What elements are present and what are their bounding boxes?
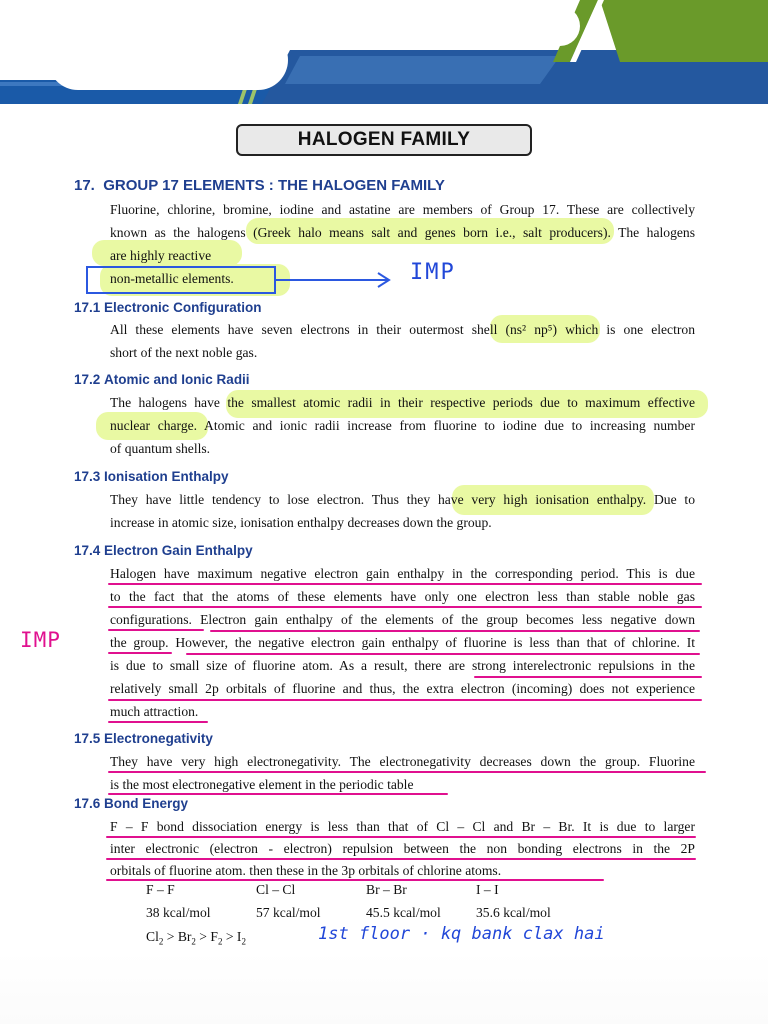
body-line: The halogens have the smallest atomic radii in their respective periods due to maximum effective <box>110 395 695 410</box>
body-line: They have very high electronegativity. The electronegativity decreases down the group. Fluorine <box>110 754 695 769</box>
section-number: 17. <box>74 177 95 194</box>
underline <box>108 583 702 585</box>
imp-note-left: IMP <box>20 628 61 652</box>
underline <box>108 629 204 631</box>
handwritten-note: 1st floor · kq bank clax hai <box>318 924 605 944</box>
intro-line: known as the halogens (Greek halo means salt and genes born i.e., salt producers). The halogens <box>110 225 695 240</box>
underline <box>108 721 208 723</box>
underline <box>106 836 696 838</box>
bond-label: Cl – Cl <box>256 882 296 897</box>
body-line: to the fact that the atoms of these elements have only one electron less than stable noble gas <box>110 589 695 604</box>
body-line: nuclear charge. Atomic and ionic radii increase from fluorine to iodine due to increasing number <box>110 418 695 433</box>
underline <box>108 793 448 795</box>
body-line: All these elements have seven electrons in their outermost shell (ns² np⁵) which is one electron <box>110 322 695 337</box>
body-line: increase in atomic size, ionisation enthalpy decreases down the group. <box>110 515 492 530</box>
redaction-patch <box>0 952 768 1024</box>
body-line: configurations. Electron gain enthalpy of the elements of the group becomes less negative down <box>110 612 695 627</box>
body-line: Halogen have maximum negative electron gain enthalpy in the corresponding period. This is due <box>110 566 695 581</box>
bond-label: Br – Br <box>366 882 407 897</box>
section-title: GROUP 17 ELEMENTS : THE HALOGEN FAMILY <box>103 177 445 194</box>
intro-line: are highly reactive <box>110 248 212 263</box>
bond-energy-value: 45.5 kcal/mol <box>366 905 441 920</box>
imp-note-top: IMP <box>410 260 456 285</box>
subsection-heading: 17.5 Electronegativity <box>74 731 213 746</box>
body-line: orbitals of fluorine atom. then these in the 3p orbitals of chlorine atoms. <box>110 863 502 878</box>
bond-energy-value: 38 kcal/mol <box>146 905 211 920</box>
page-title: HALOGEN FAMILY <box>236 124 532 156</box>
bond-energy-value: 35.6 kcal/mol <box>476 905 551 920</box>
body-line: short of the next noble gas. <box>110 345 258 360</box>
body-line: is due to small size of fluorine atom. As a result, there are strong interelectronic repulsions in the <box>110 658 695 673</box>
redaction-patch <box>380 6 580 46</box>
underline <box>108 606 702 608</box>
body-line: much attraction. <box>110 704 199 719</box>
body-line: the group. However, the negative electron gain enthalpy of fluorine is less than that of chlorine. It <box>110 635 695 650</box>
redaction-patch <box>48 30 288 90</box>
section-heading <box>74 177 445 194</box>
underline <box>108 771 706 773</box>
underline <box>186 653 700 655</box>
subsection-heading: 17.6 Bond Energy <box>74 796 189 811</box>
underline <box>210 630 700 632</box>
bond-energy-order: $Cl_2 > Br_2 > F_2 > I_2$ <box>146 929 246 947</box>
body-line: relatively small 2p orbitals of fluorine and thus, the extra electron (incoming) does not experience <box>110 681 695 696</box>
bond-label: F – F <box>146 882 175 897</box>
subsection-heading: 17.4 Electron Gain Enthalpy <box>74 543 253 558</box>
arrow-icon <box>276 270 396 290</box>
body-line: F – F bond dissociation energy is less than that of Cl – Cl and Br – Br. It is due to larger <box>110 819 695 834</box>
underline <box>108 652 172 654</box>
underline <box>106 858 696 860</box>
body-line: They have little tendency to lose electron. Thus they have very high ionisation enthalpy. Due to <box>110 492 695 507</box>
intro-line: Fluorine, chlorine, bromine, iodine and astatine are members of Group 17. These are collectively <box>110 202 695 217</box>
underline <box>108 699 702 701</box>
body-line: inter electronic (electron - electron) repulsion between the non bonding electrons in the 2P <box>110 841 695 856</box>
body-line: of quantum shells. <box>110 441 211 456</box>
underline <box>474 676 702 678</box>
bond-energy-value: 57 kcal/mol <box>256 905 321 920</box>
subsection-heading: 17.1 Electronic Configuration <box>74 300 262 315</box>
annotation-box <box>86 266 276 294</box>
subsection-heading: 17.3 Ionisation Enthalpy <box>74 469 229 484</box>
subsection-heading: 17.2 Atomic and Ionic Radii <box>74 372 250 387</box>
intro-line: non-metallic elements. <box>110 271 234 286</box>
underline <box>106 879 604 881</box>
bond-label: I – I <box>476 882 499 897</box>
body-line: is the most electronegative element in the periodic table <box>110 777 414 792</box>
